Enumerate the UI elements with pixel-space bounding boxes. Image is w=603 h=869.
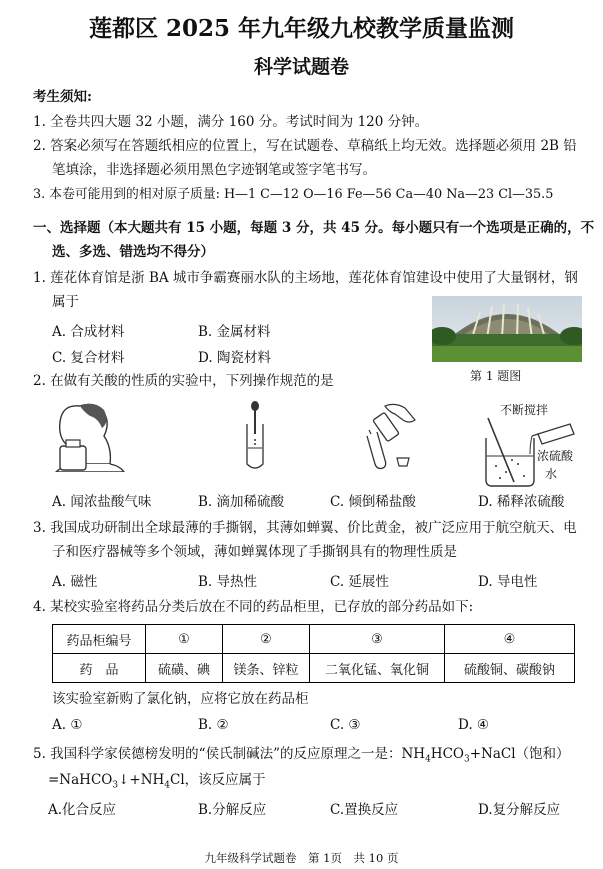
subscript: 3 bbox=[112, 780, 119, 791]
table-cell: 二氧化锰、氧化铜 bbox=[310, 654, 445, 683]
table-cell: ④ bbox=[445, 625, 575, 654]
q2-option-c: C. 倾倒稀盐酸 bbox=[330, 494, 416, 510]
q1-stem: 1. 莲花体育馆是浙 BA 城市争霸赛丽水队的主场地，莲花体育馆建设中使用了大量钢材，钢 bbox=[33, 270, 578, 286]
table-cell: 镁条、锌粒 bbox=[223, 654, 310, 683]
label-stir: 不断搅拌 bbox=[500, 403, 549, 417]
table-cell: ① bbox=[146, 625, 223, 654]
q4-followup: 该实验室新购了氯化钠，应将它放在药品柜 bbox=[52, 691, 309, 707]
subscript: 4 bbox=[425, 754, 431, 765]
q2-stem: 2. 在做有关酸的性质的实验中，下列操作规范的是 bbox=[33, 373, 334, 389]
q4-option-c: C. ③ bbox=[330, 717, 361, 733]
notice-item-3: 3. 本卷可能用到的相对原子质量: H—1 C—12 O—16 Fe—56 Ca—40 Na—23 Cl—35.5 bbox=[33, 187, 554, 202]
q5-stem-text: Cl，该反应属于 bbox=[170, 772, 266, 788]
page-subtitle: 科学试题卷 bbox=[253, 56, 349, 78]
q3-stem-cont: 子和医疗器械等多个领域，薄如蝉翼体现了手撕钢具有的物理性质是 bbox=[52, 544, 457, 560]
smelling-acid-figure bbox=[50, 398, 130, 472]
table-cell: 药品柜编号 bbox=[53, 625, 146, 654]
q5-stem-text: +NaCl（饱和） bbox=[469, 746, 570, 762]
table-cell: ③ bbox=[310, 625, 445, 654]
pouring-figure bbox=[345, 400, 425, 472]
q1-option-b: B. 金属材料 bbox=[198, 324, 271, 340]
q5-stem-text: 5. 我国科学家侯德榜发明的“侯氏制碱法”的反应原理之一是：NH bbox=[33, 746, 426, 762]
q5-stem-cont bbox=[48, 770, 266, 796]
q2-option-a: A. 闻浓盐酸气味 bbox=[52, 494, 152, 510]
page-title: 莲都区 2025 年九年级九校教学质量监测 bbox=[88, 15, 515, 42]
notice-heading: 考生须知: bbox=[33, 89, 92, 105]
q4-stem: 4. 某校实验室将药品分类后放在不同的药品柜里，已存放的部分药品如下: bbox=[33, 599, 474, 615]
q5-option-a: A.化合反应 bbox=[48, 802, 117, 818]
q3-stem: 3. 我国成功研制出全球最薄的手撕钢，其薄如蝉翼、价比黄金，被广泛应用于航空航天、电 bbox=[33, 520, 577, 536]
medicine-cabinet-table bbox=[52, 624, 575, 683]
q5-option-c: C.置换反应 bbox=[330, 802, 399, 818]
subscript: 3 bbox=[463, 754, 470, 765]
q3-option-a: A. 磁性 bbox=[52, 574, 98, 590]
q3-option-b: B. 导热性 bbox=[198, 574, 258, 590]
notice-item-1: 1. 全卷共四大题 32 小题，满分 160 分。考试时间为 120 分钟。 bbox=[33, 114, 429, 130]
table-row bbox=[53, 654, 575, 683]
section-heading-cont: 选、多选、错选均不得分） bbox=[52, 244, 214, 260]
notice-item-2: 2. 答案必须写在答题纸相应的位置上，写在试题卷、草稿纸上均无效。选择题必须用 2B 铅 bbox=[33, 138, 577, 154]
table-cell: 药 品 bbox=[53, 654, 146, 683]
q4-option-a: A. ① bbox=[52, 717, 83, 733]
q5-option-d: D.复分解反应 bbox=[478, 802, 561, 818]
section-heading: 一、选择题（本大题共有 15 小题，每题 3 分，共 45 分。每小题只有一个选项是正确的，不 bbox=[33, 220, 595, 236]
q5-option-b: B.分解反应 bbox=[198, 802, 267, 818]
table-cell: 硫酸铜、碳酸钠 bbox=[445, 654, 575, 683]
q2-option-b: B. 滴加稀硫酸 bbox=[198, 494, 285, 510]
q5-stem-text: =NaHCO bbox=[48, 772, 113, 788]
table-row bbox=[53, 625, 575, 654]
table-cell: ② bbox=[223, 625, 310, 654]
dropper-figure bbox=[240, 400, 270, 472]
stadium-photo bbox=[432, 296, 582, 362]
q1-stem-cont: 属于 bbox=[52, 294, 79, 310]
q3-option-c: C. 延展性 bbox=[330, 574, 389, 590]
page-footer: 九年级科学试题卷 第 1页 共 10 页 bbox=[204, 851, 399, 865]
notice-item-2-cont: 笔填涂，非选择题必须用黑色字迹钢笔或签字笔书写。 bbox=[52, 162, 376, 178]
q1-option-c: C. 复合材料 bbox=[52, 350, 125, 366]
q3-option-d: D. 导电性 bbox=[478, 574, 538, 590]
q4-option-b: B. ② bbox=[198, 717, 229, 733]
q1-figure-caption: 第 1 题图 bbox=[470, 369, 522, 383]
q1-option-a: A. 合成材料 bbox=[52, 324, 125, 340]
label-acid: 浓硫酸 bbox=[537, 449, 574, 463]
label-water: 水 bbox=[545, 467, 558, 481]
q2-option-d: D. 稀释浓硫酸 bbox=[478, 494, 565, 510]
q1-option-d: D. 陶瓷材料 bbox=[198, 350, 271, 366]
q5-stem-text: HCO bbox=[430, 746, 464, 762]
subscript: 4 bbox=[164, 780, 171, 791]
table-cell: 硫磺、碘 bbox=[146, 654, 223, 683]
q5-stem-text: ↓+NH bbox=[118, 772, 165, 788]
q4-option-d: D. ④ bbox=[458, 717, 490, 733]
q5-stem bbox=[33, 744, 570, 770]
